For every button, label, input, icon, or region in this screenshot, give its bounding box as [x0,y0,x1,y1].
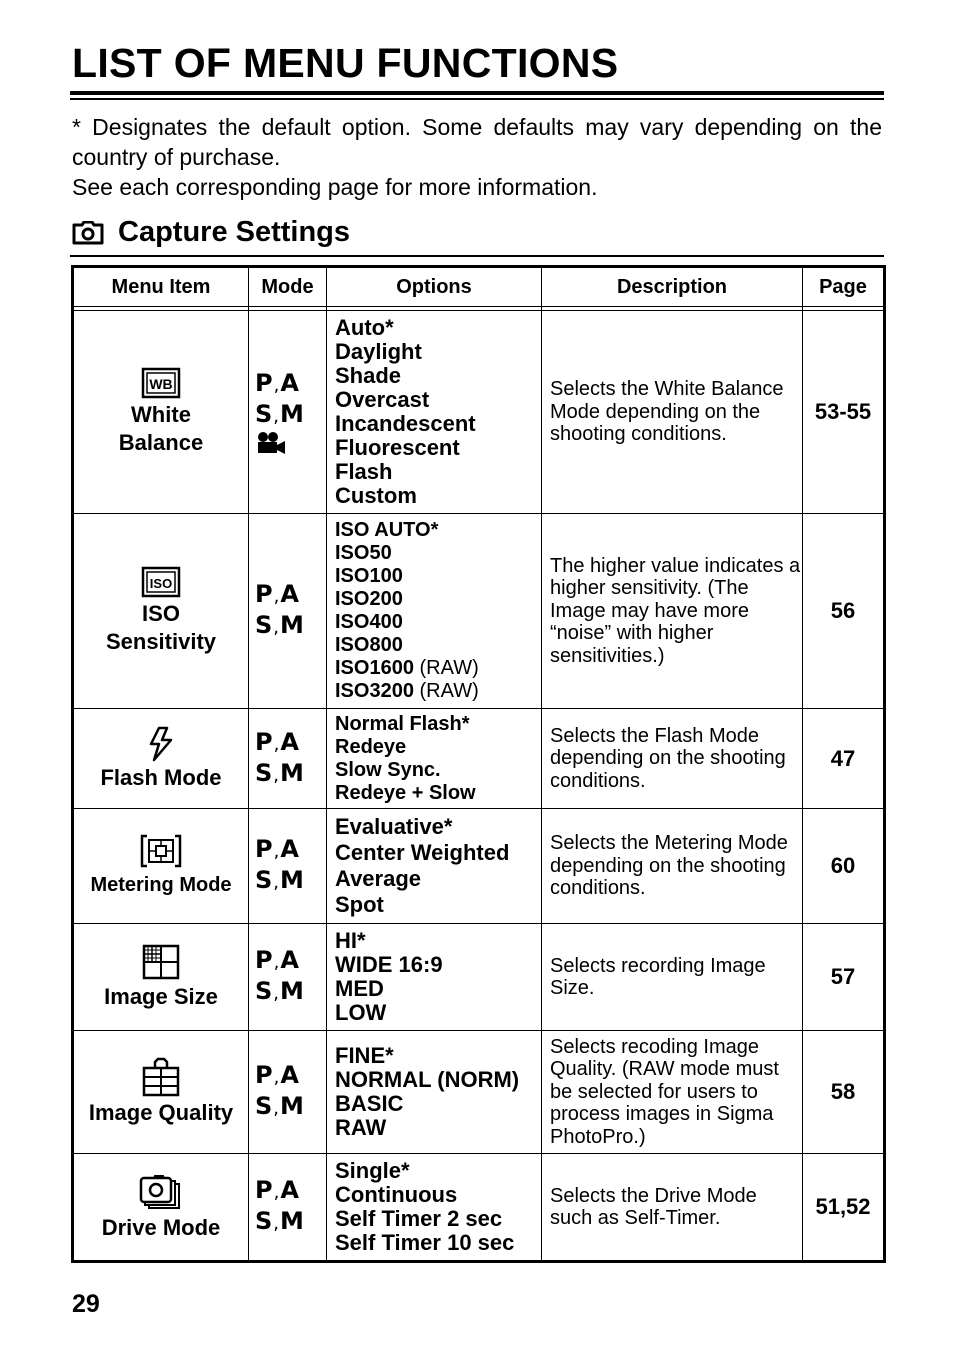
options-cell [327,709,542,809]
option-item: ISO200 [335,588,403,610]
camera-icon [72,221,104,245]
mode-pa: P,A [255,835,300,863]
capture-settings-table [71,265,886,1263]
option-item: Redeye + Slow [335,781,476,804]
table-row [73,809,885,924]
mode-sm: S,M [255,611,305,639]
intro-text [72,112,882,202]
option-item: BASIC [335,1091,404,1116]
table-header-row [73,267,885,307]
menu-item-drive-mode [73,1154,249,1262]
header-description: Description [542,267,803,307]
description-cell: The higher value indicates a higher sensitivity. (The Image may have more “noise” with higher sensitivities.) [542,514,803,709]
options-cell [327,514,542,709]
menu-item-label: Balance [118,430,204,455]
page-cell: 58 [803,1031,885,1154]
mode-pa: P,A [255,946,300,974]
options-cell [327,809,542,924]
option-item: LOW [335,1000,387,1025]
page-cell: 56 [803,514,885,709]
metering-icon [139,833,183,869]
white-balance-icon [141,367,181,399]
menu-item-label: White [131,402,191,427]
table-row [73,1031,885,1154]
option-item: Normal Flash* [335,712,470,735]
image-quality-icon [141,1057,181,1097]
menu-item-label: Metering Mode [90,874,232,896]
option-item: Auto* [335,315,394,340]
mode-pa: P,A [255,727,300,756]
mode-cell [249,924,327,1031]
movie-camera-icon [256,431,286,455]
drive-mode-icon [139,1172,183,1212]
option-item: Overcast [335,387,430,412]
option-item: Self Timer 2 sec [335,1206,503,1231]
header-page: Page [803,267,885,307]
header-mode: Mode [249,267,327,307]
menu-item-label: Flash Mode [100,764,222,790]
menu-item-white-balance [73,311,249,514]
description-cell: Selects the Metering Mode depending on the shooting conditions. [542,809,803,924]
option-item: Incandescent [335,411,476,436]
menu-item-image-quality [73,1031,249,1154]
option-item: ISO50 [335,542,392,564]
option-item: FINE* [335,1043,394,1068]
option-item: Single* [335,1158,410,1183]
menu-item-label: Drive Mode [101,1215,221,1240]
mode-sm: S,M [255,1092,305,1120]
description-cell: Selects the Flash Mode depending on the shooting conditions. [542,709,803,809]
intro-line-2: See each corresponding page for more information. [72,174,598,200]
mode-sm: S,M [255,758,305,787]
page-cell: 51,52 [803,1154,885,1262]
section-heading [72,216,350,249]
flash-icon [145,726,177,762]
mode-pa: P,A [255,1061,300,1089]
page-cell: 57 [803,924,885,1031]
mode-cell [249,1154,327,1262]
table-row [73,1154,885,1262]
section-title: Capture Settings [118,216,351,248]
iso-icon [141,566,181,598]
options-cell [327,1154,542,1262]
menu-item-label: ISO [142,601,180,626]
header-options: Options [327,267,542,307]
mode-sm: S,M [255,977,305,1005]
option-item: MED [335,976,384,1001]
option-item: Custom [335,483,417,508]
menu-item-label: Sensitivity [105,629,217,654]
mode-cell [249,1031,327,1154]
option-item: RAW [335,1115,387,1140]
options-cell [327,1031,542,1154]
mode-pa: P,A [255,369,300,397]
mode-cell [249,809,327,924]
mode-cell [249,514,327,709]
svg-text:WB: WB [149,376,173,392]
mode-sm: S,M [255,400,305,428]
mode-sm: S,M [255,866,305,894]
menu-item-iso-sensitivity [73,514,249,709]
option-item: Slow Sync. [335,758,441,781]
page-title: LIST OF MENU FUNCTIONS [72,40,619,86]
menu-item-flash-mode [73,709,249,809]
mode-pa: P,A [255,1176,300,1204]
options-cell [327,924,542,1031]
option-item: HI* [335,928,366,953]
image-size-icon [141,943,181,981]
option-item: Continuous [335,1182,458,1207]
option-item: Daylight [335,339,422,364]
options-cell [327,311,542,514]
raw-note: (RAW) [419,680,479,702]
option-item: Flash [335,459,393,484]
page-number: 29 [72,1290,100,1318]
table-row [73,311,885,514]
option-item: Evaluative* [335,814,453,839]
raw-note: (RAW) [419,657,479,679]
option-item: ISO3200 (RAW) [335,680,479,702]
option-item: Self Timer 10 sec [335,1230,515,1255]
header-menu-item: Menu Item [73,267,249,307]
menu-item-label: Image Quality [88,1100,234,1125]
table-row [73,924,885,1031]
description-cell: Selects recoding Image Quality. (RAW mode must be selected for users to process images in Sigma PhotoPro.) [542,1031,803,1154]
option-item: Average [335,866,422,891]
option-item: ISO400 [335,611,403,633]
option-item: Shade [335,363,402,388]
description-cell: Selects recording Image Size. [542,924,803,1031]
option-item: ISO1600 (RAW) [335,657,479,679]
description-cell: Selects the White Balance Mode depending on the shooting conditions. [542,311,803,514]
menu-item-label: Image Size [104,984,218,1009]
description-cell: Selects the Drive Mode such as Self-Timer. [542,1154,803,1262]
title-rule [70,91,884,95]
page-cell: 47 [803,709,885,809]
mode-pa: P,A [255,580,300,608]
option-item: NORMAL (NORM) [335,1067,520,1092]
mode-cell [249,311,327,514]
section-rule [70,255,884,257]
option-item: WIDE 16:9 [335,952,443,977]
intro-line-1: * Designates the default option. Some defaults may vary depending on the country of purchase. [72,114,882,170]
svg-text:ISO: ISO [149,576,173,591]
table-row [73,514,885,709]
option-item: ISO800 [335,634,403,656]
menu-item-image-size [73,924,249,1031]
mode-sm: S,M [255,1207,305,1235]
page-cell: 60 [803,809,885,924]
page-cell: 53-55 [803,311,885,514]
option-item: Spot [335,892,384,917]
option-item: ISO100 [335,565,403,587]
table-row [73,709,885,809]
option-item: Fluorescent [335,435,460,460]
menu-item-metering-mode [73,809,249,924]
title-rule [70,98,884,100]
option-item: Center Weighted [335,840,510,865]
option-item: Redeye [335,735,407,758]
mode-cell [249,709,327,809]
option-item: ISO AUTO* [335,519,439,541]
